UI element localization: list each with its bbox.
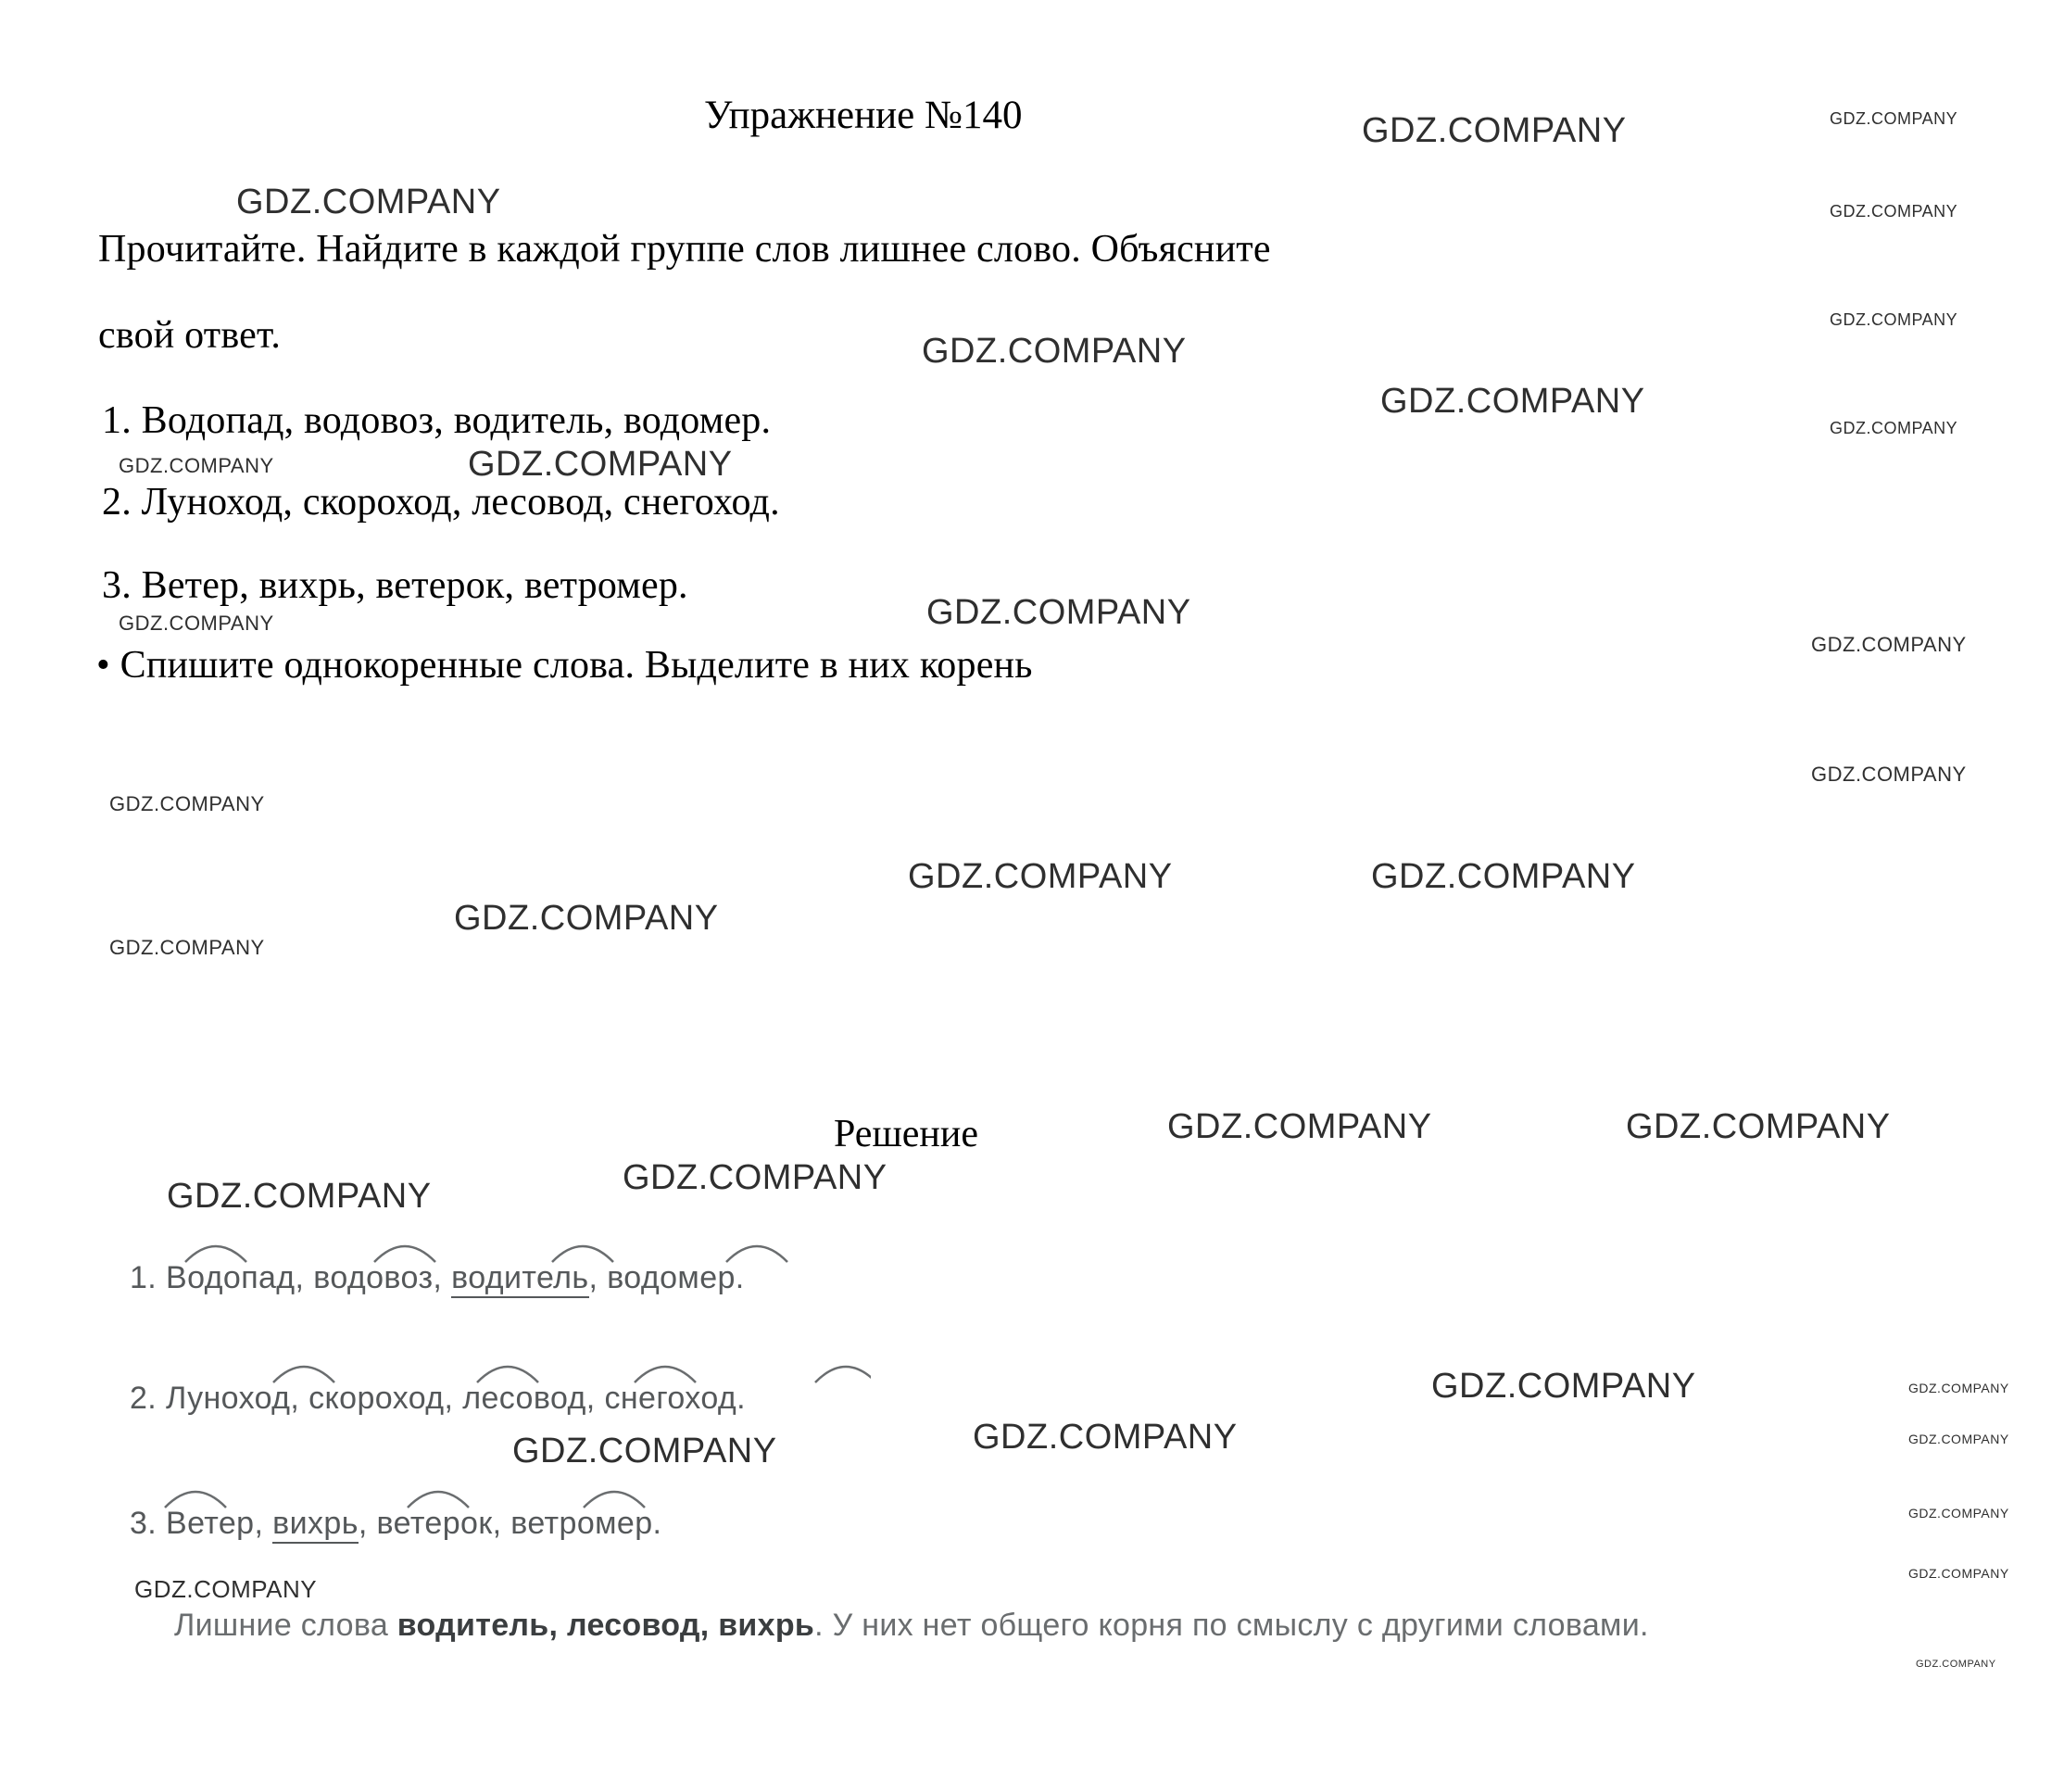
watermark: GDZ.COMPANY [134,1575,318,1603]
watermark: GDZ.COMPANY [1830,310,1958,329]
watermark: GDZ.COMPANY [1908,1432,2009,1446]
watermark: GDZ.COMPANY [512,1432,777,1470]
task-item-3: 3. Ветер, вихрь, ветерок, ветромер. [102,564,688,607]
watermark: GDZ.COMPANY [1908,1506,2009,1521]
conclusion-prefix: Лишние слова [174,1608,397,1643]
watermark: GDZ.COMPANY [1431,1367,1696,1406]
watermark: GDZ.COMPANY [1371,857,1636,896]
solution-line-1-prefix: 1. Водопад, водовоз, [130,1260,452,1295]
conclusion-suffix: . У них нет общего корня по смыслу с другими словами. [814,1608,1649,1643]
watermark: GDZ.COMPANY [1908,1566,2009,1581]
watermark: GDZ.COMPANY [623,1158,887,1197]
watermark: GDZ.COMPANY [109,792,265,815]
task-intro-line-2: свой ответ. [98,314,282,357]
watermark: GDZ.COMPANY [109,936,265,959]
watermark: GDZ.COMPANY [908,857,1173,896]
watermark: GDZ.COMPANY [926,593,1191,632]
watermark: GDZ.COMPANY [973,1418,1238,1457]
solution-line-3-suffix: , ветерок, ветромер. [358,1506,662,1541]
solution-title: Решение [834,1113,979,1155]
solution-line-1-highlight: водитель [451,1260,588,1298]
solution-line-1 [130,1260,745,1296]
watermark: GDZ.COMPANY [1380,382,1645,421]
conclusion-bold-words: водитель, лесовод, вихрь [396,1608,815,1643]
watermark: GDZ.COMPANY [119,612,274,635]
solution-line-3-prefix: 3. Ветер, [130,1506,273,1541]
solution-conclusion [174,1608,1649,1644]
watermark: GDZ.COMPANY [1830,109,1958,128]
watermark: GDZ.COMPANY [468,445,733,484]
watermark: GDZ.COMPANY [119,454,274,477]
task-intro-line-1: Прочитайте. Найдите в каждой группе слов лишнее слово. Объясните [98,228,1271,271]
solution-line-2-prefix: 2. Луноход, скороход, лесовод, снегоход. [130,1381,746,1416]
watermark: GDZ.COMPANY [922,332,1187,371]
watermark: GDZ.COMPANY [1167,1107,1432,1146]
task-item-2: 2. Луноход, скороход, лесовод, снегоход. [102,481,780,524]
watermark: GDZ.COMPANY [1830,202,1958,221]
watermark: GDZ.COMPANY [236,183,501,221]
solution-line-1-suffix: , водомер. [588,1260,745,1295]
watermark: GDZ.COMPANY [1811,763,1967,786]
watermark: GDZ.COMPANY [1916,1659,1996,1670]
watermark: GDZ.COMPANY [1830,419,1958,437]
task-bullet-instruction: • Спишите однокоренные слова. Выделите в них корень [96,644,1033,687]
solution-line-2 [130,1381,746,1417]
watermark: GDZ.COMPANY [1362,111,1627,150]
watermark: GDZ.COMPANY [1908,1381,2009,1395]
watermark: GDZ.COMPANY [167,1177,432,1216]
task-item-1: 1. Водопад, водовоз, водитель, водомер. [102,399,772,442]
watermark: GDZ.COMPANY [454,899,719,938]
watermark: GDZ.COMPANY [1811,633,1967,656]
watermark: GDZ.COMPANY [1626,1107,1891,1146]
solution-line-3-highlight: вихрь [272,1506,359,1544]
page-title: Упражнение №140 [704,94,1023,137]
solution-line-3 [130,1506,661,1542]
